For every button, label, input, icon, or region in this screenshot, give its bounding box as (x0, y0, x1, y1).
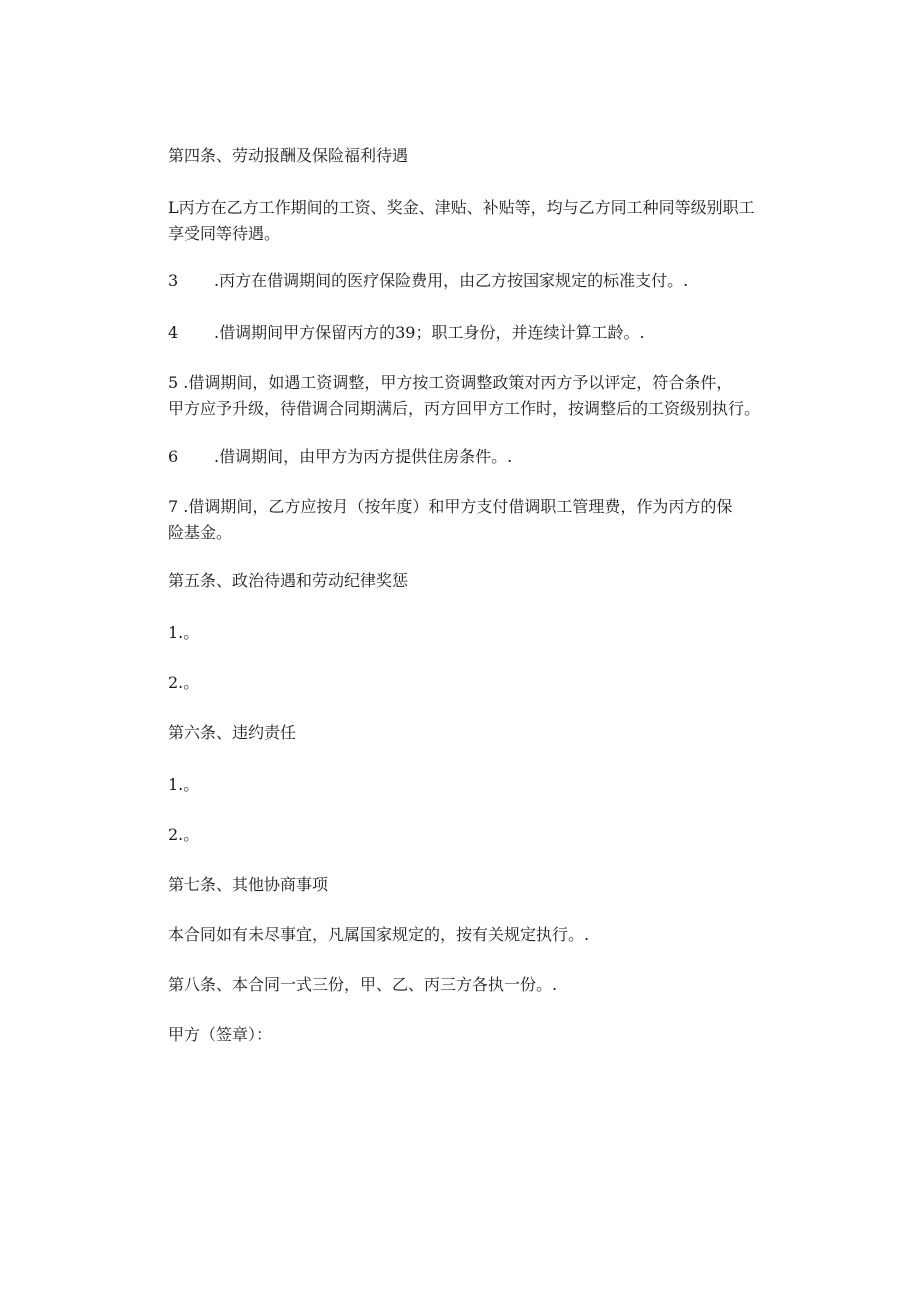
article-4-item-l-line-2: 享受同等待遇。 (168, 224, 281, 243)
article-4-item-3 (168, 268, 788, 294)
article-5-item-2: 2.。 (168, 673, 200, 692)
item-text: .丙方在借调期间的医疗保险费用，由乙方按国家规定的标准支付。. (214, 271, 689, 290)
article-6-title: 第六条、违约责任 (168, 723, 297, 742)
article-5-title: 第五条、政治待遇和劳动纪律奖惩 (168, 571, 409, 590)
article-4-item-l-line-1: L丙方在乙方工作期间的工资、奖金、津贴、补贴等，均与乙方同工种同等级别职工 (168, 198, 755, 217)
item-text: .借调期间甲方保留丙方的39；职工身份，并连续计算工龄。. (214, 323, 645, 342)
article-4-item-5-line-2: 甲方应予升级，待借调合同期满后，丙方回甲方工作时，按调整后的工资级别执行。 (168, 399, 761, 418)
signature-party-a: 甲方（签章）： (168, 1025, 273, 1044)
article-6-item-1: 1.。 (168, 775, 200, 794)
article-4-item-7-line-1: 7 .借调期间，乙方应按月（按年度）和甲方支付借调职工管理费，作为丙方的保 (168, 497, 733, 516)
article-4-item-6 (168, 444, 788, 470)
item-number: 4 (168, 323, 179, 342)
article-4-item-4 (168, 320, 788, 346)
article-5-item-1: 1.。 (168, 623, 200, 642)
article-7-text: 本合同如有未尽事宜，凡属国家规定的，按有关规定执行。. (168, 925, 590, 944)
item-number: 6 (168, 447, 179, 466)
article-6-item-2: 2.。 (168, 825, 200, 844)
item-number: 3 (168, 271, 179, 290)
item-text: .借调期间，由甲方为丙方提供住房条件。. (214, 447, 513, 466)
article-4-title: 第四条、劳动报酬及保险福利待遇 (168, 146, 409, 165)
article-4-item-5-line-1: 5 .借调期间，如遇工资调整，甲方按工资调整政策对丙方予以评定，符合条件， (168, 373, 733, 392)
article-7-title: 第七条、其他协商事项 (168, 875, 329, 894)
article-8-text: 第八条、本合同一式三份，甲、乙、丙三方各执一份。. (168, 975, 558, 994)
article-4-item-7-line-2: 险基金。 (168, 523, 233, 542)
